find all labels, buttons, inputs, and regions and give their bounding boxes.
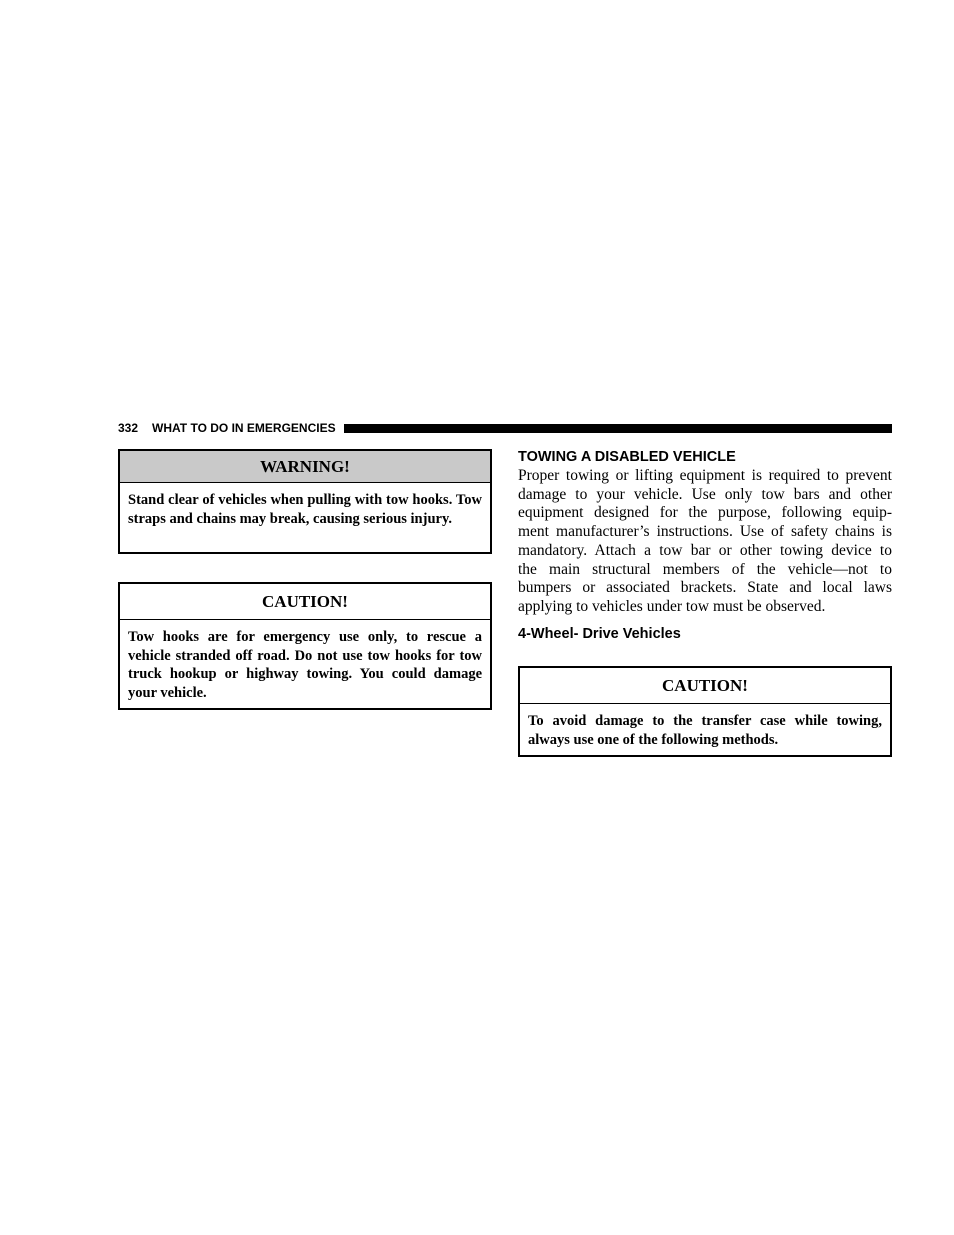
paragraph-line: equipment designed for the purpose, following equip-: [518, 504, 892, 522]
caution-body-right: To avoid damage to the transfer case while towing, always use one of the following methods.: [528, 713, 882, 748]
caution-title-right: CAUTION!: [520, 668, 890, 704]
caution-box-left: [118, 582, 492, 710]
page-header: [118, 419, 892, 437]
paragraph-line: damage to your vehicle. Use only tow bars and other: [518, 485, 892, 503]
paragraph-line: ment manufacturer’s instructions. Use of safety chains is: [518, 523, 892, 541]
caution-box-right: [518, 666, 892, 757]
header-rule: [344, 424, 892, 433]
paragraph-line: Proper towing or lifting equipment is required to prevent: [518, 467, 892, 484]
towing-paragraph: [518, 467, 892, 617]
paragraph-line: mandatory. Attach a tow bar or other towing device to: [518, 541, 892, 559]
warning-box: [118, 449, 492, 554]
four-wheel-drive-subheading: 4-Wheel- Drive Vehicles: [518, 626, 681, 642]
towing-heading: TOWING A DISABLED VEHICLE: [518, 449, 736, 465]
paragraph-line: applying to vehicles under tow must be observed.: [518, 597, 826, 615]
warning-title: WARNING!: [120, 451, 490, 483]
section-title: WHAT TO DO IN EMERGENCIES: [152, 421, 336, 435]
caution-body-left: Tow hooks are for emergency use only, to rescue a vehicle stranded off road. Do not use tow hooks for tow truck hookup or highway towing. You could damage your vehicle.: [128, 629, 482, 701]
page-number: 332: [118, 421, 139, 435]
paragraph-line: the main structural members of the vehicle—not to: [518, 560, 892, 578]
paragraph-line: bumpers or associated brackets. State and local laws: [518, 579, 892, 597]
warning-body: Stand clear of vehicles when pulling with tow hooks. Tow straps and chains may break, causing serious injury.: [128, 492, 482, 527]
caution-title-left: CAUTION!: [120, 584, 490, 620]
